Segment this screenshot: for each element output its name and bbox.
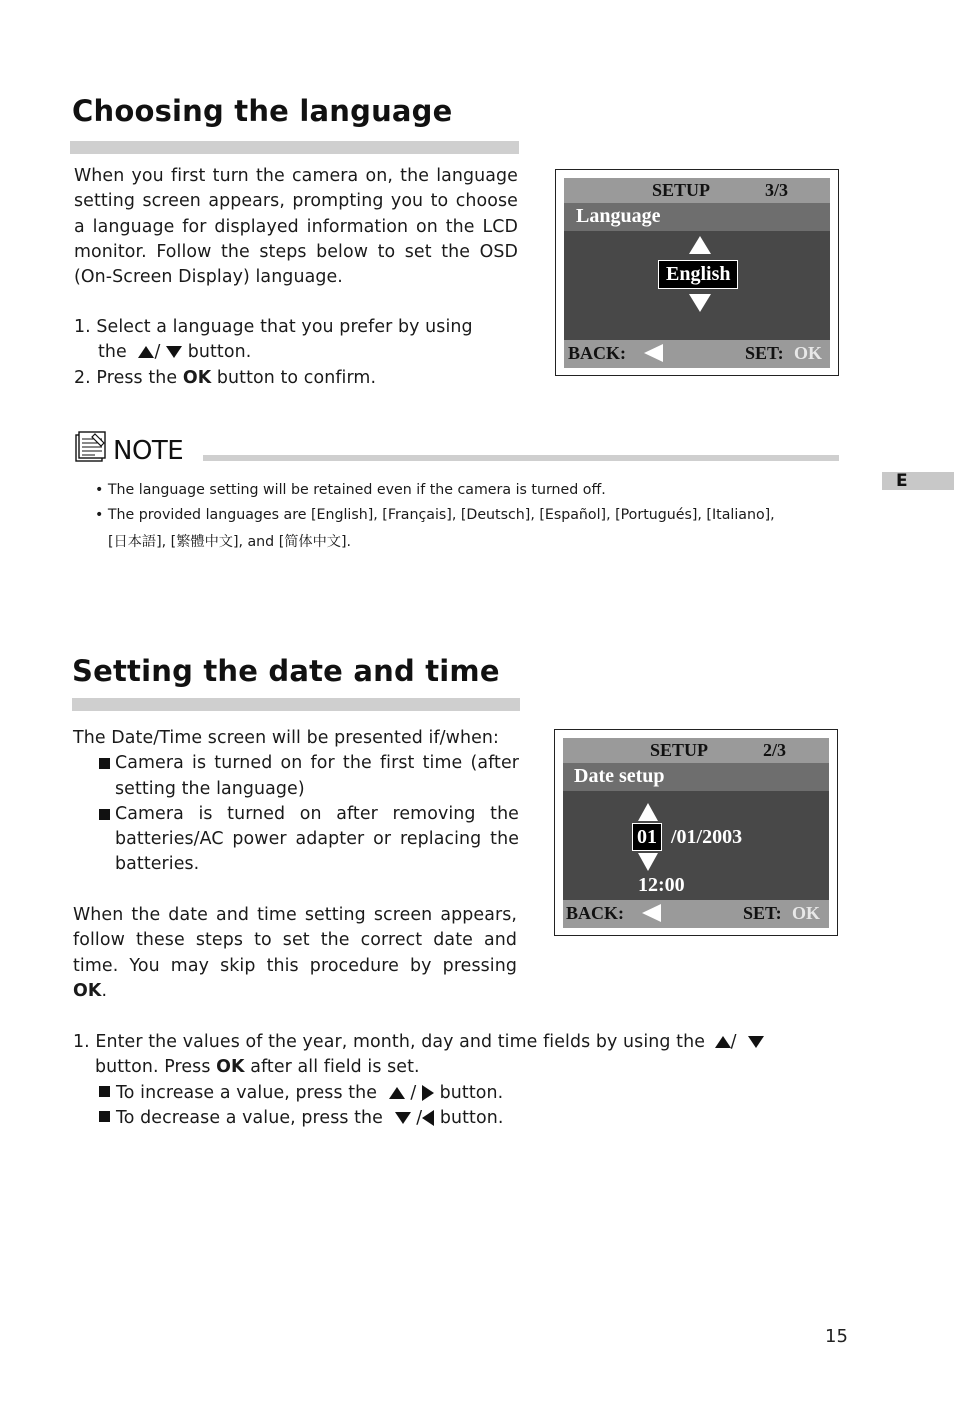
lcd-up-arrow-icon [638,803,658,821]
slash: / [416,1107,423,1128]
lcd-header [564,178,830,203]
step-text: button. [187,342,252,363]
datetime-step-1 [73,1030,833,1055]
page-number: 15 [825,1326,848,1347]
step-text: button. Press [95,1057,211,1078]
bullet-square-icon [99,1111,110,1122]
lcd-subheader [563,763,829,791]
note-heading: NOTE [113,436,184,466]
step-text: To increase a value, press the [116,1082,378,1103]
slash: / [154,342,161,363]
increase-instruction [73,1081,833,1106]
lcd-display [563,738,829,928]
step-text: To decrease a value, press the [116,1107,383,1128]
lcd-display [564,178,830,368]
lcd-language-label: Language [576,205,661,227]
lcd-down-arrow-icon [689,294,711,312]
period: . [101,980,108,1001]
lcd-setup-label: SETUP [652,180,711,200]
title-rule [72,698,520,711]
language-tab [882,472,954,490]
step-text: after all field is set. [250,1057,420,1078]
lcd-back-label: BACK: [568,343,626,363]
datetime-intro: The Date/Time screen will be presented if/when: [73,728,499,748]
decrease-instruction [73,1106,833,1131]
slash: / [730,1032,737,1052]
lcd-subheader [564,203,830,231]
datetime-para-text: When the date and time setting screen appears, follow these steps to set the correct date and time. You may skip this procedure by pressing [73,905,517,976]
lcd-language-screen [555,169,839,376]
note-rule [203,455,839,461]
lcd-back-label: BACK: [566,903,624,923]
language-intro: When you first turn the camera on, the language setting screen appears, prompting you to choose a language for displayed information on the LCD monitor. Follow the steps below to set the OSD (On-Screen Display) language. [74,166,518,288]
lcd-ok-label: OK [794,343,823,363]
bullet-square-icon [99,809,110,820]
section-title-language: Choosing the language [72,94,453,128]
lcd-ok-label: OK [792,903,821,923]
lcd-left-arrow-icon [642,904,661,922]
lcd-time-field: 12:00 [638,874,685,896]
language-steps [74,315,524,391]
step-text: 2. Press the [74,367,178,388]
note-pad-icon [73,430,107,463]
ok-button-label: OK [216,1057,245,1078]
lcd-date-screen [554,729,838,936]
step-1-line-2 [74,340,524,365]
language-tab-label: E [896,471,908,491]
lcd-set-label: SET: [743,903,782,923]
ok-button-label: OK [182,367,212,388]
step-1-line-1: 1. Select a language that you prefer by using [74,317,473,337]
datetime-para [73,903,517,1004]
note-item-2-continued: [日本語], [繁體中文], and [简体中文]. [108,534,352,550]
lcd-date-rest: /01/2003 [671,826,743,848]
bullet-square-icon [99,1086,110,1097]
lcd-up-arrow-icon [689,236,711,254]
note-item-1: • The language setting will be retained even if the camera is turned off. [95,482,606,498]
down-arrow-icon [395,1112,411,1124]
condition-2-text: Camera is turned on after removing the batteries/AC power adapter or replacing the batteries. [115,803,519,875]
step-text: button. [439,1107,504,1128]
step-text: 1. Enter the values of the year, month, day and time fields by using the [73,1032,705,1052]
lcd-footer [564,340,830,368]
title-rule [70,141,519,154]
left-arrow-icon [422,1110,434,1126]
step-text: the [98,342,127,363]
condition-2 [73,802,519,878]
up-arrow-icon [138,346,154,358]
up-arrow-icon [389,1087,405,1099]
condition-1 [73,751,519,802]
ok-button-label: OK [73,980,102,1001]
lcd-footer [563,900,829,928]
note-item-2: • The provided languages are [English], [Français], [Deutsch], [Español], [Portugués], [Italiano], [95,507,775,523]
lcd-left-arrow-icon [644,344,663,362]
condition-1-text: Camera is turned on for the first time (after setting the language) [115,753,519,799]
datetime-step-1-cont [73,1055,833,1080]
lcd-page-indicator: 3/3 [765,180,789,200]
lcd-set-label: SET: [745,343,784,363]
datetime-conditions [73,726,519,878]
step-text: button. [439,1082,504,1103]
down-arrow-icon [748,1036,764,1048]
section-title-datetime: Setting the date and time [72,654,500,688]
lcd-day-field: 01 [633,824,661,850]
lcd-header [563,738,829,763]
down-arrow-icon [166,346,182,358]
slash: / [410,1082,417,1103]
lcd-date-setup-label: Date setup [574,765,665,787]
lcd-setup-label: SETUP [650,740,709,760]
lcd-selected-language: English [659,261,737,288]
bullet-square-icon [99,758,110,769]
note-list [95,478,855,555]
step-2 [74,366,524,391]
up-arrow-icon [715,1036,731,1048]
right-arrow-icon [422,1085,434,1101]
lcd-down-arrow-icon [638,853,658,871]
step-text: button to confirm. [216,367,377,388]
datetime-steps [73,1030,833,1131]
lcd-page-indicator: 2/3 [763,740,787,760]
